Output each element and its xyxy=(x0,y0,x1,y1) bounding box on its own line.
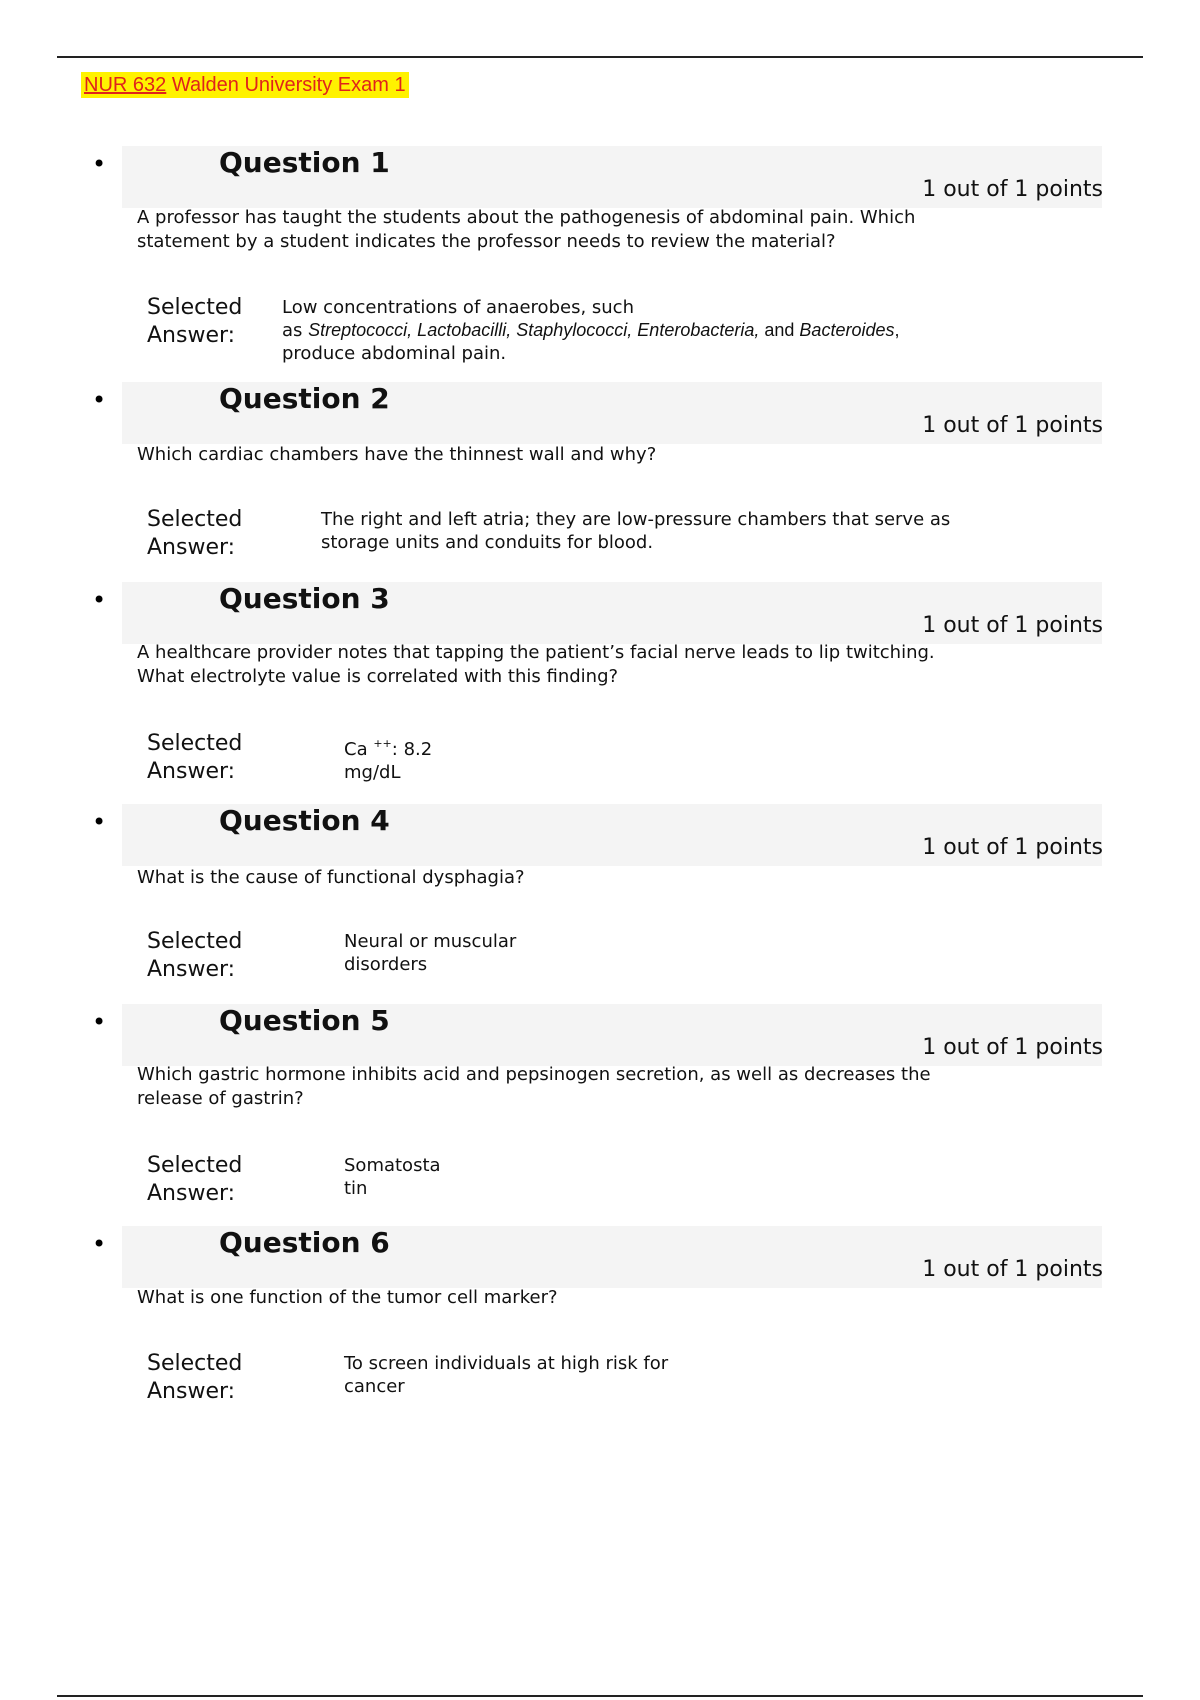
label-line: Answer: xyxy=(147,1379,236,1404)
question-text xyxy=(137,1063,1037,1111)
selected-answer-value xyxy=(344,1154,441,1200)
question-title: Question 3 xyxy=(219,582,390,615)
question-points: 1 out of 1 points xyxy=(922,835,1103,860)
course-code: NUR 632 xyxy=(84,74,167,96)
question-text-line: A professor has taught the students about the pathogenesis of abdominal pain. Which xyxy=(137,207,916,228)
label-line: Selected xyxy=(147,1153,243,1178)
label-line: Selected xyxy=(147,731,243,756)
label-line: Selected xyxy=(147,507,243,532)
question-text-line: Which cardiac chambers have the thinnest wall and why? xyxy=(137,444,657,465)
answer-italic-text: Streptococci, Lactobacilli, Staphylococci, Enterobacteria, xyxy=(308,320,760,340)
label-line: Answer: xyxy=(147,1181,236,1206)
answer-italic-text: Bacteroides xyxy=(799,320,895,340)
answer-line: Somatosta xyxy=(344,1155,441,1176)
label-line: Answer: xyxy=(147,535,236,560)
bottom-rule xyxy=(57,1695,1143,1697)
label-line: Answer: xyxy=(147,957,236,982)
answer-line xyxy=(282,319,900,342)
question-title: Question 6 xyxy=(219,1226,390,1259)
selected-answer-label xyxy=(147,730,242,786)
selected-answer-label xyxy=(147,1152,242,1208)
selected-answer-label xyxy=(147,1350,242,1406)
label-line: Selected xyxy=(147,1351,243,1376)
question-points: 1 out of 1 points xyxy=(922,613,1103,638)
selected-answer-label xyxy=(147,928,242,984)
selected-answer-value xyxy=(321,508,950,554)
question-text xyxy=(137,206,1037,254)
question-text-line: What is one function of the tumor cell marker? xyxy=(137,1287,558,1308)
selected-answer-label xyxy=(147,506,242,562)
answer-line: disorders xyxy=(344,954,428,975)
question-text xyxy=(137,866,1037,890)
answer-line: To screen individuals at high risk for xyxy=(344,1353,669,1374)
question-points: 1 out of 1 points xyxy=(922,177,1103,202)
top-rule xyxy=(57,56,1143,58)
bullet-icon: • xyxy=(92,1230,107,1258)
question-text-line: What electrolyte value is correlated with this finding? xyxy=(137,666,619,687)
answer-line xyxy=(344,732,432,761)
selected-answer-label xyxy=(147,294,242,350)
bullet-icon: • xyxy=(92,1008,107,1036)
question-title: Question 2 xyxy=(219,382,390,415)
bullet-icon: • xyxy=(92,150,107,178)
question-text xyxy=(137,641,1037,689)
question-text-line: statement by a student indicates the professor needs to review the material? xyxy=(137,231,836,252)
question-text-line: Which gastric hormone inhibits acid and pepsinogen secretion, as well as decreases the xyxy=(137,1064,931,1085)
answer-text: , xyxy=(894,320,900,340)
answer-line: mg/dL xyxy=(344,762,401,783)
question-points: 1 out of 1 points xyxy=(922,1257,1103,1282)
selected-answer-value xyxy=(344,1352,668,1398)
bullet-icon: • xyxy=(92,386,107,414)
answer-text: : 8.2 xyxy=(391,739,433,760)
selected-answer-value xyxy=(344,732,432,784)
question-title: Question 4 xyxy=(219,804,390,837)
label-line: Selected xyxy=(147,929,243,954)
selected-answer-value xyxy=(344,930,516,976)
question-text xyxy=(137,1286,1037,1310)
question-title: Question 5 xyxy=(219,1004,390,1037)
question-points: 1 out of 1 points xyxy=(922,413,1103,438)
answer-text: Ca xyxy=(344,739,368,760)
answer-text: and xyxy=(759,320,800,340)
bullet-icon: • xyxy=(92,808,107,836)
question-text-line: What is the cause of functional dysphagia? xyxy=(137,867,525,888)
title-rest: Walden University Exam 1 xyxy=(166,74,406,96)
answer-line: cancer xyxy=(344,1376,405,1397)
question-title: Question 1 xyxy=(219,146,390,179)
answer-line: produce abdominal pain. xyxy=(282,343,507,364)
label-line: Answer: xyxy=(147,759,236,784)
question-text-line: release of gastrin? xyxy=(137,1088,304,1109)
document-title xyxy=(81,72,409,98)
answer-line: tin xyxy=(344,1178,368,1199)
answer-line: Neural or muscular xyxy=(344,931,517,952)
label-line: Answer: xyxy=(147,323,236,348)
answer-text: as xyxy=(282,320,309,341)
selected-answer-value xyxy=(282,296,900,365)
bullet-icon: • xyxy=(92,586,107,614)
question-text-line: A healthcare provider notes that tapping the patient’s facial nerve leads to lip twitching. xyxy=(137,642,935,663)
answer-line: Low concentrations of anaerobes, such xyxy=(282,297,634,318)
question-points: 1 out of 1 points xyxy=(922,1035,1103,1060)
label-line: Selected xyxy=(147,295,243,320)
question-text xyxy=(137,443,1037,467)
answer-line: storage units and conduits for blood. xyxy=(321,532,654,553)
answer-superscript: ++ xyxy=(373,737,392,750)
answer-line: The right and left atria; they are low-pressure chambers that serve as xyxy=(321,509,951,530)
